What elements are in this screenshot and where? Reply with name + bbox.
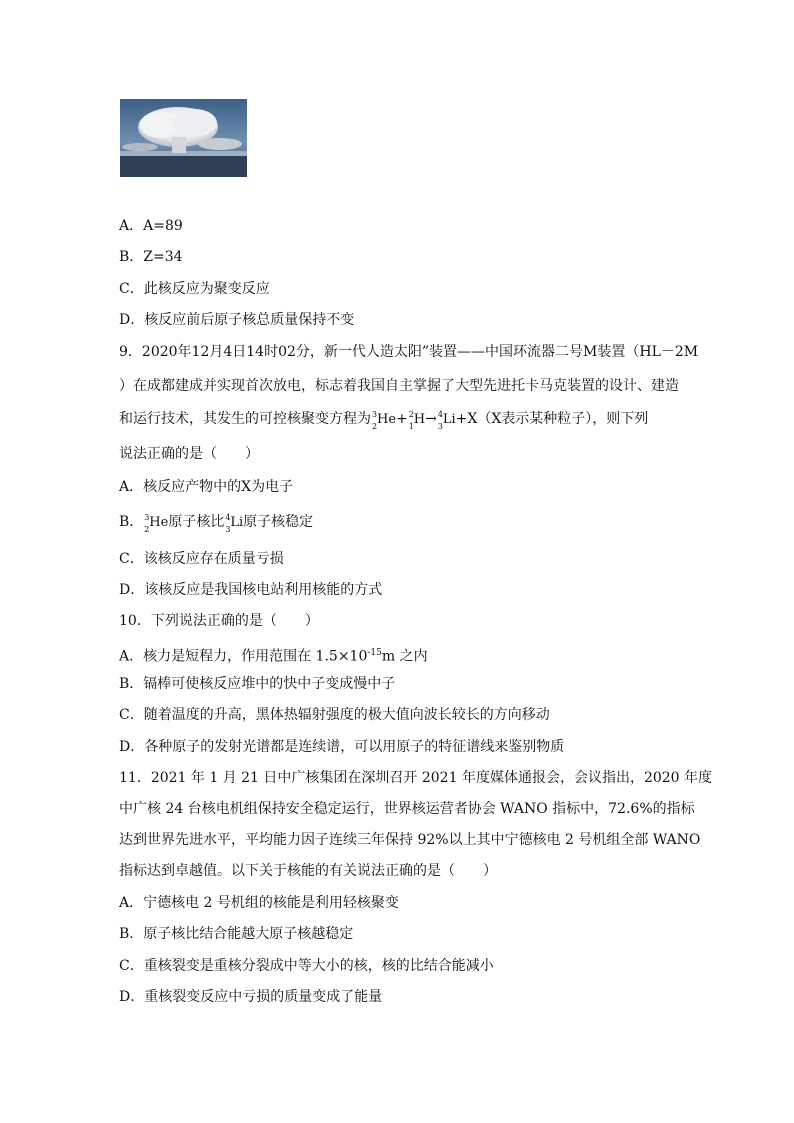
nuclide-lithium-4: 4 3 Li [437,410,456,431]
nuclide-deuterium: 2 1 H [408,410,426,431]
exponent: -15 [367,648,382,658]
q11-option-a: A．宁德核电 2 号机组的核能是利用轻核聚变 [119,895,399,911]
nuclide-helium-3: 3 2 He [372,410,397,431]
mushroom-cloud-icon [120,99,247,177]
plus-sign: + [396,411,408,427]
q11-stem-line-1: 11．2021 年 1 月 21 日中广核集团在深圳召开 2021 年度媒体通报会，会议指出，2020 年度 [119,770,713,786]
q10-option-b: B．镉棒可使核反应堆中的快中子变成慢中子 [119,676,396,692]
q11-option-d: D．重核裂变反应中亏损的质量变成了能量 [119,989,383,1005]
q9-stem-line-3-tail: +X（X表示某种粒子），则下列 [455,411,649,427]
q8-option-a: A．A=89 [119,218,183,234]
q9-stem-line-3 [119,409,648,430]
q8-option-c: C．此核反应为聚变反应 [119,281,270,297]
q9-option-b: B． 3 2 He原子核比 4 3 Li原子核稳定 [119,513,314,534]
q11-option-b: B．原子核比结合能越大原子核越稳定 [119,926,354,942]
q11-option-c: C．重核裂变是重核分裂成中等大小的核，核的比结合能减小 [119,958,494,974]
q10-stem: 10．下列说法正确的是（ ） [119,613,319,629]
q9-stem-line-1: 9．2020年12月4日14时02分，新一代人造太阳”装置——中国环流器二号M装置（HL－2M [119,344,699,360]
nuclide-lithium-4-b: 4 3 Li [225,513,244,534]
q11-stem-line-2: 中广核 24 台核电机组保持安全稳定运行，世界核运营者协会 WANO 指标中，72.6%的指标 [119,801,695,817]
q8-option-d: D．核反应前后原子核总质量保持不变 [119,312,355,328]
q11-stem-line-3: 达到世界先进水平，平均能力因子连续三年保持 92%以上其中宁德核电 2 号机组全部 WANO [119,832,701,848]
nuclide-helium-3-b: 3 2 He [144,513,169,534]
q10-option-d: D．各种原子的发射光谱都是连续谱，可以用原子的特征谱线来鉴别物质 [119,739,565,755]
q11-stem-line-4: 指标达到卓越值。以下关于核能的有关说法正确的是（ ） [119,863,497,879]
q9-option-a: A．核反应产物中的X为电子 [119,479,294,495]
q9-option-d: D．该核反应是我国核电站利用核能的方式 [119,582,383,598]
q10-option-c: C．随着温度的升高，黑体热辐射强度的极大值向波长较长的方向移动 [119,707,550,723]
q10-option-a: A．核力是短程力，作用范围在 $1.5\times 10^{-15}m$ 之内 [119,648,428,665]
mushroom-cloud-image [120,99,247,177]
reaction-arrow: → [425,411,437,427]
q8-option-b: B．Z=34 [119,249,183,265]
q9-stem-line-2: ）在成都建成并实现首次放电，标志着我国自主掌握了大型先进托卡马克装置的设计、建造 [119,378,679,394]
q9-option-c: C．该核反应存在质量亏损 [119,551,284,567]
q9-stem-line-3-text: 和运行技术，其发生的可控核聚变方程为 [119,411,371,427]
q9-stem-line-4: 说法正确的是（ ） [119,446,259,462]
